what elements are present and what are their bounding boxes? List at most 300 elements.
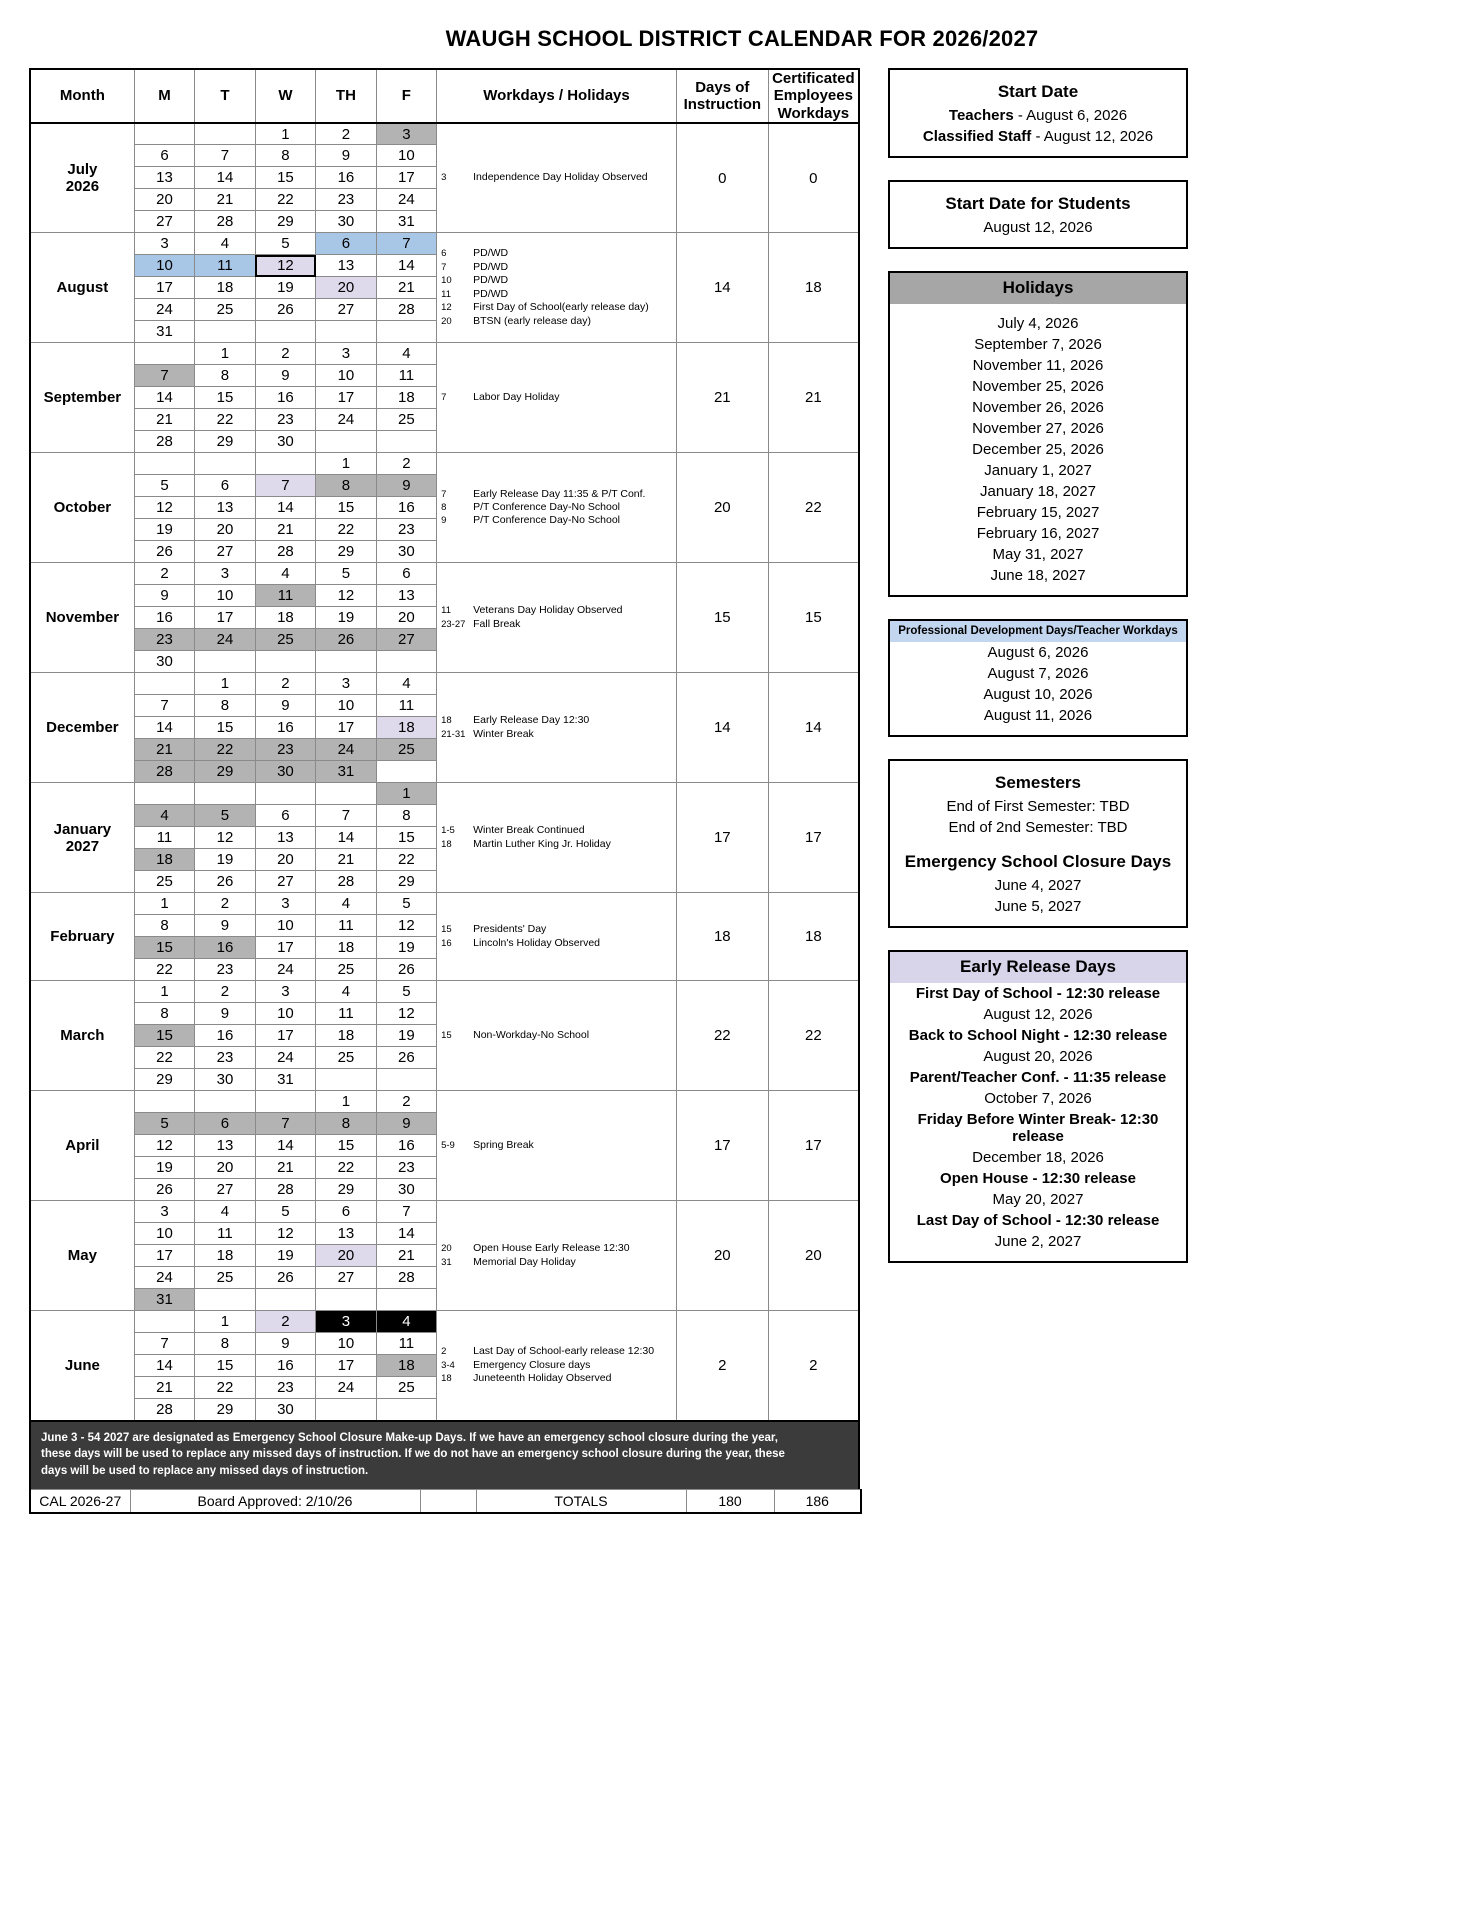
note-date: 1-5 [441, 825, 455, 837]
day-cell[interactable]: 15 [316, 497, 376, 519]
day-cell[interactable]: 6 [134, 145, 194, 167]
day-cell[interactable]: 25 [195, 1267, 255, 1289]
day-cell[interactable]: 8 [376, 805, 436, 827]
day-cell[interactable]: 10 [255, 915, 315, 937]
holiday-item: February 15, 2027 [976, 504, 1100, 521]
day-cell[interactable]: 23 [376, 519, 436, 541]
day-cell[interactable]: 26 [134, 541, 194, 563]
day-cell[interactable]: 13 [316, 255, 376, 277]
day-cell[interactable]: 27 [316, 1267, 376, 1289]
day-cell[interactable]: 10 [255, 1003, 315, 1025]
day-cell[interactable]: 9 [376, 475, 436, 497]
day-cell[interactable]: 21 [376, 1245, 436, 1267]
holiday-item: July 4, 2026 [997, 315, 1079, 332]
note-date: 12 [441, 302, 452, 314]
day-cell[interactable]: 27 [316, 299, 376, 321]
day-cell[interactable]: 18 [255, 607, 315, 629]
day-cell[interactable]: 9 [316, 145, 376, 167]
note-row [437, 714, 676, 727]
day-cell[interactable]: 4 [376, 1311, 436, 1333]
day-cell[interactable]: 14 [134, 717, 194, 739]
day-cell[interactable]: 3 [316, 1311, 376, 1333]
day-cell[interactable]: 21 [255, 519, 315, 541]
day-cell[interactable]: 24 [316, 1377, 376, 1399]
day-cell[interactable]: 18 [134, 849, 194, 871]
day-cell[interactable]: 5 [316, 563, 376, 585]
day-cell[interactable]: 16 [195, 937, 255, 959]
day-cell[interactable]: 5 [376, 893, 436, 915]
day-cell[interactable]: 14 [134, 387, 194, 409]
day-cell[interactable]: 15 [195, 387, 255, 409]
day-cell[interactable]: 19 [134, 519, 194, 541]
day-cell[interactable]: 11 [195, 255, 255, 277]
month-label: October [30, 453, 134, 563]
note-date: 21-31 [441, 728, 466, 740]
day-cell[interactable]: 16 [255, 1355, 315, 1377]
day-cell[interactable]: 20 [255, 849, 315, 871]
day-cell[interactable]: 9 [134, 585, 194, 607]
day-cell[interactable]: 27 [376, 629, 436, 651]
day-cell[interactable]: 1 [195, 673, 255, 695]
day-cell[interactable]: 9 [255, 1333, 315, 1355]
day-cell[interactable]: 14 [376, 1223, 436, 1245]
day-cell[interactable]: 5 [195, 805, 255, 827]
day-cell[interactable]: 29 [195, 431, 255, 453]
day-cell[interactable]: 7 [376, 1201, 436, 1223]
day-cell[interactable]: 16 [316, 167, 376, 189]
day-cell[interactable]: 26 [376, 959, 436, 981]
day-cell[interactable]: 20 [195, 1157, 255, 1179]
day-cell[interactable]: 25 [316, 959, 376, 981]
day-cell[interactable]: 16 [376, 497, 436, 519]
day-cell[interactable]: 31 [376, 211, 436, 233]
day-cell[interactable]: 12 [316, 585, 376, 607]
note-row [437, 1256, 676, 1269]
day-cell[interactable]: 10 [134, 255, 194, 277]
note-date: 6 [441, 248, 447, 260]
day-cell[interactable]: 14 [134, 1355, 194, 1377]
day-cell[interactable]: 19 [255, 277, 315, 299]
day-cell[interactable]: 17 [255, 1025, 315, 1047]
note-text: Veterans Day Holiday Observed [473, 604, 623, 617]
day-cell[interactable]: 13 [255, 827, 315, 849]
day-cell[interactable]: 19 [376, 1025, 436, 1047]
day-cell[interactable]: 26 [376, 1047, 436, 1069]
day-cell[interactable]: 20 [195, 519, 255, 541]
holiday-item: November 26, 2026 [972, 399, 1104, 416]
day-cell[interactable]: 29 [195, 761, 255, 783]
day-cell[interactable]: 8 [195, 1333, 255, 1355]
day-cell[interactable]: 29 [255, 211, 315, 233]
day-cell[interactable]: 3 [255, 981, 315, 1003]
day-cell[interactable]: 4 [134, 805, 194, 827]
day-cell[interactable]: 20 [316, 277, 376, 299]
day-cell[interactable]: 4 [195, 233, 255, 255]
day-cell[interactable]: 11 [255, 585, 315, 607]
day-cell[interactable]: 9 [195, 915, 255, 937]
day-cell[interactable]: 4 [376, 673, 436, 695]
day-cell[interactable]: 14 [376, 255, 436, 277]
day-cell[interactable]: 8 [255, 145, 315, 167]
note-row [437, 1139, 676, 1152]
day-cell[interactable]: 7 [376, 233, 436, 255]
day-cell[interactable]: 12 [134, 1135, 194, 1157]
day-cell[interactable]: 7 [255, 1113, 315, 1135]
day-cell[interactable]: 15 [195, 717, 255, 739]
day-cell[interactable]: 17 [376, 167, 436, 189]
calendar-body [30, 123, 859, 1421]
semesters-spacer [898, 838, 1178, 847]
day-cell[interactable]: 1 [255, 123, 315, 145]
day-cell[interactable]: 22 [195, 409, 255, 431]
day-cell[interactable]: 22 [134, 959, 194, 981]
day-cell[interactable]: 19 [376, 937, 436, 959]
day-cell[interactable]: 28 [195, 211, 255, 233]
day-cell[interactable]: 16 [255, 387, 315, 409]
days-of-instruction-value: 18 [676, 893, 768, 981]
day-cell[interactable]: 22 [316, 1157, 376, 1179]
day-cell[interactable]: 24 [316, 739, 376, 761]
day-cell[interactable]: 4 [316, 893, 376, 915]
day-cell[interactable]: 14 [316, 827, 376, 849]
day-cell[interactable]: 11 [376, 365, 436, 387]
day-cell[interactable]: 17 [316, 1355, 376, 1377]
day-cell[interactable]: 1 [316, 453, 376, 475]
day-cell[interactable]: 17 [195, 607, 255, 629]
day-cell[interactable]: 5 [255, 233, 315, 255]
day-cell[interactable]: 13 [195, 497, 255, 519]
day-cell[interactable]: 28 [134, 431, 194, 453]
day-cell[interactable]: 22 [376, 849, 436, 871]
day-cell[interactable]: 7 [134, 1333, 194, 1355]
day-cell[interactable]: 30 [195, 1069, 255, 1091]
day-cell[interactable]: 11 [134, 827, 194, 849]
day-cell[interactable]: 23 [255, 1377, 315, 1399]
day-cell[interactable]: 3 [195, 563, 255, 585]
day-cell[interactable]: 9 [255, 365, 315, 387]
day-cell[interactable]: 2 [376, 453, 436, 475]
day-cell[interactable]: 30 [376, 1179, 436, 1201]
day-cell[interactable]: 19 [316, 607, 376, 629]
note-row [437, 247, 676, 260]
day-cell[interactable]: 31 [316, 761, 376, 783]
day-cell[interactable]: 3 [134, 1201, 194, 1223]
day-cell[interactable]: 17 [316, 387, 376, 409]
day-cell[interactable]: 20 [316, 1245, 376, 1267]
day-cell[interactable]: 12 [134, 497, 194, 519]
day-cell[interactable]: 13 [195, 1135, 255, 1157]
day-cell[interactable]: 23 [376, 1157, 436, 1179]
day-cell[interactable]: 1 [376, 783, 436, 805]
day-cell[interactable]: 18 [316, 1025, 376, 1047]
day-cell[interactable]: 22 [134, 1047, 194, 1069]
day-cell[interactable]: 1 [195, 343, 255, 365]
day-cell[interactable]: 2 [376, 1091, 436, 1113]
day-cell[interactable]: 6 [316, 233, 376, 255]
day-cell[interactable]: 21 [134, 739, 194, 761]
day-cell[interactable]: 17 [255, 937, 315, 959]
col-header-workdays-holidays: Workdays / Holidays [437, 69, 677, 123]
day-cell[interactable]: 4 [195, 1201, 255, 1223]
day-cell[interactable]: 10 [316, 1333, 376, 1355]
day-cell[interactable]: 16 [255, 717, 315, 739]
day-cell[interactable]: 31 [134, 1289, 194, 1311]
day-cell[interactable]: 25 [195, 299, 255, 321]
early-release-label: Friday Before Winter Break- 12:30 release [917, 1111, 1159, 1145]
day-cell[interactable]: 9 [376, 1113, 436, 1135]
day-cell[interactable]: 8 [195, 695, 255, 717]
day-cell[interactable]: 30 [255, 1399, 315, 1421]
day-cell[interactable]: 10 [134, 1223, 194, 1245]
day-cell[interactable]: 23 [195, 959, 255, 981]
day-cell[interactable]: 30 [255, 431, 315, 453]
day-cell[interactable]: 27 [195, 1179, 255, 1201]
day-cell[interactable]: 10 [376, 145, 436, 167]
days-of-instruction-value: 0 [676, 123, 768, 233]
day-cell[interactable]: 18 [376, 717, 436, 739]
day-cell[interactable]: 31 [134, 321, 194, 343]
certificated-workdays-value: 14 [768, 673, 859, 783]
day-cell[interactable]: 24 [255, 959, 315, 981]
panel-holidays [888, 271, 1188, 597]
panel-semesters [888, 759, 1188, 928]
day-cell[interactable]: 29 [134, 1069, 194, 1091]
day-cell[interactable]: 28 [255, 1179, 315, 1201]
col-header-certificated-workdays: Certificated Employees Workdays [768, 69, 859, 123]
month-notes [437, 893, 677, 981]
day-cell[interactable]: 6 [376, 563, 436, 585]
day-cell[interactable]: 18 [195, 1245, 255, 1267]
day-cell[interactable]: 20 [376, 607, 436, 629]
day-cell[interactable]: 9 [255, 695, 315, 717]
day-cell[interactable]: 6 [195, 475, 255, 497]
day-cell[interactable]: 11 [316, 915, 376, 937]
day-cell[interactable]: 2 [316, 123, 376, 145]
day-cell[interactable]: 2 [195, 893, 255, 915]
day-cell[interactable]: 2 [134, 563, 194, 585]
day-cell[interactable]: 17 [134, 1245, 194, 1267]
day-cell[interactable]: 15 [376, 827, 436, 849]
day-cell[interactable]: 28 [134, 1399, 194, 1421]
day-cell[interactable]: 16 [376, 1135, 436, 1157]
day-cell[interactable]: 30 [134, 651, 194, 673]
day-cell[interactable]: 3 [134, 233, 194, 255]
day-cell[interactable]: 20 [134, 189, 194, 211]
day-cell[interactable]: 6 [195, 1113, 255, 1135]
day-cell[interactable]: 29 [316, 541, 376, 563]
day-cell[interactable]: 2 [195, 981, 255, 1003]
early-release-label: Last Day of School - 12:30 release [916, 1212, 1160, 1229]
day-cell[interactable]: 3 [255, 893, 315, 915]
day-cell[interactable]: 28 [316, 871, 376, 893]
month-notes [437, 1311, 677, 1421]
day-cell[interactable]: 3 [376, 123, 436, 145]
day-cell[interactable]: 3 [316, 343, 376, 365]
day-cell[interactable]: 26 [255, 299, 315, 321]
day-cell[interactable]: 10 [316, 695, 376, 717]
day-cell[interactable]: 26 [255, 1267, 315, 1289]
day-cell[interactable]: 16 [195, 1025, 255, 1047]
day-cell[interactable]: 28 [376, 1267, 436, 1289]
day-cell[interactable]: 25 [255, 629, 315, 651]
day-cell[interactable]: 21 [316, 849, 376, 871]
day-cell[interactable]: 1 [134, 981, 194, 1003]
note-row [437, 923, 676, 936]
day-cell[interactable]: 18 [316, 937, 376, 959]
day-cell[interactable]: 10 [195, 585, 255, 607]
day-cell[interactable]: 14 [195, 167, 255, 189]
day-cell[interactable]: 27 [255, 871, 315, 893]
day-cell[interactable]: 23 [255, 739, 315, 761]
day-cell[interactable]: 13 [316, 1223, 376, 1245]
day-cell[interactable]: 10 [316, 365, 376, 387]
day-cell[interactable]: 11 [316, 1003, 376, 1025]
day-cell[interactable]: 19 [255, 1245, 315, 1267]
day-cell[interactable]: 18 [376, 1355, 436, 1377]
day-cell[interactable]: 5 [134, 1113, 194, 1135]
day-cell[interactable]: 31 [255, 1069, 315, 1091]
day-cell[interactable]: 6 [255, 805, 315, 827]
day-cell[interactable]: 30 [316, 211, 376, 233]
day-cell[interactable]: 25 [134, 871, 194, 893]
day-cell[interactable]: 18 [376, 387, 436, 409]
month-label: August [30, 233, 134, 343]
day-cell[interactable]: 28 [376, 299, 436, 321]
day-cell[interactable]: 21 [134, 409, 194, 431]
day-cell[interactable]: 2 [255, 673, 315, 695]
day-cell[interactable]: 25 [316, 1047, 376, 1069]
day-cell[interactable]: 7 [134, 695, 194, 717]
day-cell-empty [376, 1399, 436, 1421]
day-cell[interactable]: 24 [134, 1267, 194, 1289]
day-cell[interactable]: 19 [195, 849, 255, 871]
day-cell[interactable]: 13 [376, 585, 436, 607]
day-cell[interactable]: 5 [134, 475, 194, 497]
holiday-item: January 1, 2027 [984, 462, 1092, 479]
day-cell[interactable]: 15 [195, 1355, 255, 1377]
day-cell[interactable]: 15 [255, 167, 315, 189]
month-notes [437, 233, 677, 343]
day-cell[interactable]: 8 [316, 1113, 376, 1135]
panel-student-start-date [888, 180, 1188, 249]
day-cell[interactable]: 16 [134, 607, 194, 629]
day-cell[interactable]: 23 [195, 1047, 255, 1069]
holiday-item: September 7, 2026 [974, 336, 1102, 353]
day-cell[interactable]: 1 [316, 1091, 376, 1113]
day-cell[interactable]: 25 [376, 1377, 436, 1399]
day-cell[interactable]: 25 [376, 739, 436, 761]
day-cell[interactable]: 22 [255, 189, 315, 211]
day-cell[interactable]: 23 [316, 189, 376, 211]
day-cell[interactable]: 29 [195, 1399, 255, 1421]
day-cell-empty [134, 1091, 194, 1113]
note-row [437, 604, 676, 617]
day-cell[interactable]: 8 [134, 1003, 194, 1025]
day-cell[interactable]: 15 [134, 1025, 194, 1047]
day-cell[interactable]: 6 [316, 1201, 376, 1223]
day-cell[interactable]: 27 [134, 211, 194, 233]
student-start-title: Start Date for Students [945, 194, 1131, 213]
day-cell[interactable]: 26 [316, 629, 376, 651]
day-cell[interactable]: 21 [255, 1157, 315, 1179]
day-cell[interactable]: 30 [376, 541, 436, 563]
day-cell[interactable]: 3 [316, 673, 376, 695]
day-cell[interactable]: 29 [376, 871, 436, 893]
day-cell[interactable]: 7 [134, 365, 194, 387]
day-cell[interactable]: 9 [195, 1003, 255, 1025]
day-cell[interactable]: 12 [376, 1003, 436, 1025]
day-cell[interactable]: 12 [255, 1223, 315, 1245]
day-cell[interactable]: 24 [134, 299, 194, 321]
day-cell[interactable]: 15 [316, 1135, 376, 1157]
day-cell[interactable]: 14 [255, 1135, 315, 1157]
day-cell[interactable]: 4 [376, 343, 436, 365]
day-cell-empty [376, 1289, 436, 1311]
day-cell[interactable]: 4 [255, 563, 315, 585]
day-cell[interactable]: 23 [134, 629, 194, 651]
day-cell[interactable]: 7 [316, 805, 376, 827]
day-cell[interactable]: 8 [134, 915, 194, 937]
day-cell[interactable]: 21 [376, 277, 436, 299]
day-cell[interactable]: 12 [195, 827, 255, 849]
day-cell[interactable]: 28 [134, 761, 194, 783]
day-cell[interactable]: 4 [316, 981, 376, 1003]
day-cell[interactable]: 1 [134, 893, 194, 915]
day-cell[interactable]: 7 [255, 475, 315, 497]
day-cell[interactable]: 29 [316, 1179, 376, 1201]
day-cell[interactable]: 21 [195, 189, 255, 211]
day-cell[interactable]: 24 [316, 409, 376, 431]
day-cell[interactable]: 8 [195, 365, 255, 387]
day-cell[interactable]: 14 [255, 497, 315, 519]
day-cell[interactable]: 2 [255, 343, 315, 365]
day-cell[interactable]: 19 [134, 1157, 194, 1179]
day-cell[interactable]: 17 [134, 277, 194, 299]
day-cell[interactable]: 24 [376, 189, 436, 211]
day-cell[interactable]: 11 [195, 1223, 255, 1245]
day-cell[interactable]: 24 [255, 1047, 315, 1069]
day-cell[interactable]: 8 [316, 475, 376, 497]
day-cell[interactable]: 24 [195, 629, 255, 651]
day-cell[interactable]: 17 [316, 717, 376, 739]
day-cell[interactable]: 22 [195, 739, 255, 761]
day-cell[interactable]: 23 [255, 409, 315, 431]
day-cell[interactable]: 28 [255, 541, 315, 563]
day-cell[interactable]: 11 [376, 1333, 436, 1355]
day-cell[interactable]: 12 [376, 915, 436, 937]
day-cell[interactable]: 21 [134, 1377, 194, 1399]
day-cell[interactable]: 18 [195, 277, 255, 299]
day-cell[interactable]: 27 [195, 541, 255, 563]
day-cell[interactable]: 15 [134, 937, 194, 959]
early-release-date: October 7, 2026 [984, 1090, 1092, 1107]
day-cell[interactable]: 2 [255, 1311, 315, 1333]
day-cell[interactable]: 22 [195, 1377, 255, 1399]
day-cell[interactable]: 26 [195, 871, 255, 893]
day-cell[interactable]: 5 [376, 981, 436, 1003]
day-cell[interactable]: 5 [255, 1201, 315, 1223]
day-cell[interactable]: 11 [376, 695, 436, 717]
note-row [437, 171, 676, 184]
day-cell[interactable]: 13 [134, 167, 194, 189]
day-cell[interactable]: 7 [195, 145, 255, 167]
day-cell[interactable]: 22 [316, 519, 376, 541]
day-cell[interactable]: 1 [195, 1311, 255, 1333]
day-cell[interactable]: 26 [134, 1179, 194, 1201]
day-cell[interactable]: 30 [255, 761, 315, 783]
day-cell[interactable]: 12 [255, 255, 315, 277]
day-cell[interactable]: 25 [376, 409, 436, 431]
